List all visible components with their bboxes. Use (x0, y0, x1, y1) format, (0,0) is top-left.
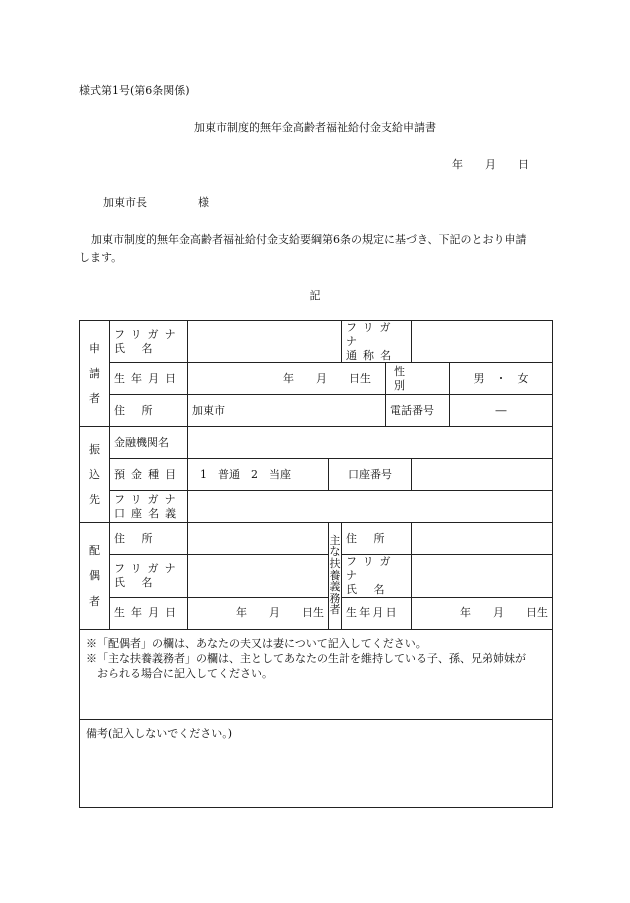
applicant-address-label: 住所 (110, 395, 188, 427)
note-supporter: ※「主な扶養義務者」の欄は、主としてあなたの生計を維持している子、孫、兄弟姉妹が (86, 651, 526, 665)
applicant-birth-input[interactable]: 年 月 日生 (188, 363, 386, 395)
notes-cell (80, 629, 553, 719)
bank-holder-label-cell (110, 491, 188, 523)
addressee (103, 194, 209, 210)
bank-type-input[interactable]: 1 普通 2 当座 (188, 459, 329, 491)
supporter-birth-input[interactable]: 年 月 日生 (412, 597, 553, 629)
bank-furigana-label: フリガナ (114, 493, 182, 506)
applicant-alias-input[interactable] (412, 321, 553, 363)
applicant-name-label: 氏名 (114, 341, 169, 355)
bank-account-label: 口座番号 (329, 459, 412, 491)
addressee-honorific: 様 (198, 196, 209, 209)
spouse-name-input[interactable] (188, 555, 329, 597)
spouse-name-label-cell (110, 555, 188, 597)
supporter-name-label: 氏名 (346, 582, 401, 596)
date-line: 年 月 日 (452, 158, 529, 171)
bank-holder-label: 口座名義 (114, 506, 183, 520)
spouse-address-input[interactable] (188, 523, 329, 555)
applicant-sex-label: 性別 (386, 363, 450, 395)
spouse-address-label: 住所 (110, 523, 188, 555)
supporter-name-label-cell (342, 555, 412, 597)
intro-line-2: します。 (79, 251, 123, 264)
bank-institution-label: 金融機関名 (110, 427, 188, 459)
applicant-sex-input[interactable]: 男 ・ 女 (450, 363, 553, 395)
addressee-name: 加東市長 (103, 196, 147, 209)
spouse-name-label: 氏名 (114, 575, 169, 589)
supporter-furigana-label: フリガナ (346, 555, 397, 582)
supporter-address-input[interactable] (412, 523, 553, 555)
remarks-cell (80, 719, 553, 807)
application-form-table (79, 320, 553, 808)
applicant-name-input[interactable] (188, 321, 342, 363)
spouse-birth-label: 生年月日 (110, 597, 188, 629)
supporter-section-label: 主な扶養義務者 (329, 523, 342, 629)
spouse-birth-input[interactable]: 年 月 日生 (188, 597, 329, 629)
applicant-alias-label: 通称名 (346, 348, 398, 362)
bank-type-label: 預金種目 (110, 459, 188, 491)
ki-heading: 記 (309, 289, 321, 302)
bank-institution-input[interactable] (188, 427, 553, 459)
note-supporter-cont: おられる場合に記入してください。 (97, 667, 273, 681)
applicant-address-input[interactable]: 加東市 (188, 395, 386, 427)
applicant-phone-input[interactable]: ― (450, 395, 553, 427)
applicant-name-label-cell (110, 321, 188, 363)
applicant-alias-label-cell (342, 321, 412, 363)
page-title: 加東市制度的無年金高齢者福祉給付金支給申請書 (194, 121, 436, 134)
bank-account-input[interactable] (412, 459, 553, 491)
bank-holder-input[interactable] (188, 491, 553, 523)
applicant-birth-label: 生年月日 (110, 363, 188, 395)
applicant-furigana-label: フリガナ (114, 327, 182, 341)
spouse-furigana-label: フリガナ (114, 562, 182, 576)
note-spouse: ※「配偶者」の欄は、あなたの夫又は妻について記入してください。 (86, 636, 427, 650)
intro-line-1: 加東市制度的無年金高齢者福祉給付金支給要綱第6条の規定に基づき、下記のとおり申請 (91, 233, 527, 246)
supporter-birth-label: 生年月日 (342, 597, 412, 629)
applicant-phone-label: 電話番号 (386, 395, 450, 427)
form-number: 様式第1号(第6条関係) (79, 84, 190, 97)
applicant-section-label: 申請者 (80, 321, 110, 427)
supporter-name-input[interactable] (412, 555, 553, 597)
bank-section-label: 振込先 (80, 427, 110, 523)
applicant-alias-furigana-label: フリガナ (346, 321, 397, 348)
spouse-section-label: 配偶者 (80, 523, 110, 629)
remarks-label: 備考(記入しないでください。) (86, 726, 233, 740)
supporter-address-label: 住所 (342, 523, 412, 555)
